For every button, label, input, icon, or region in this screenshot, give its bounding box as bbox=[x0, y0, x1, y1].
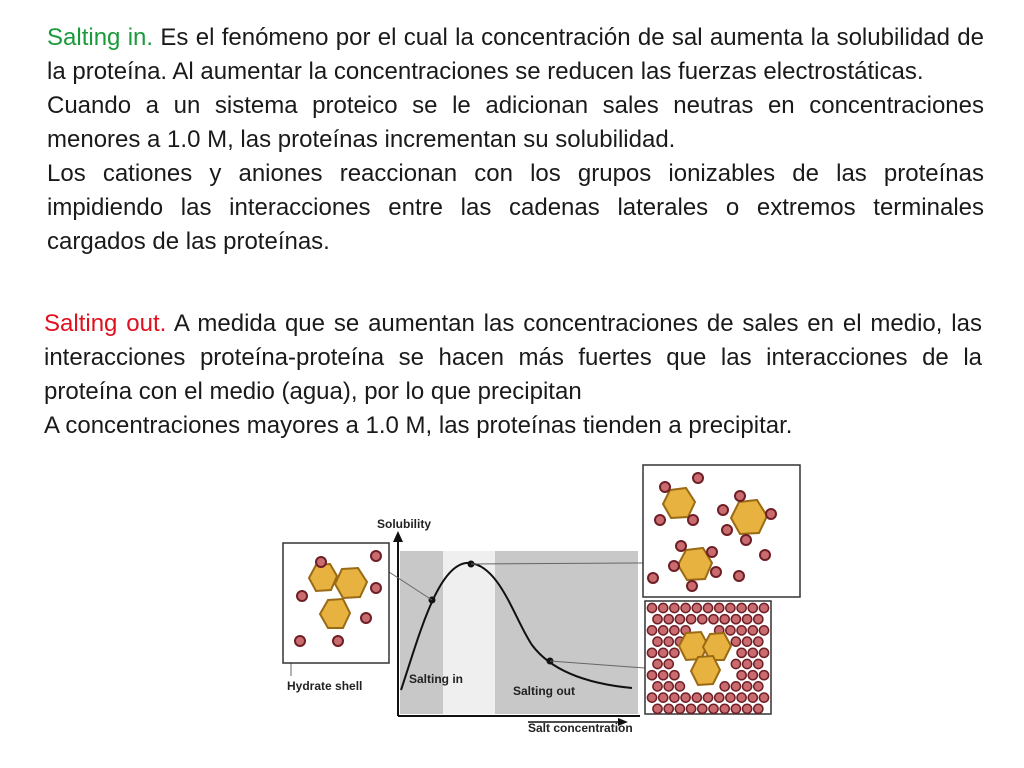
ion-particle bbox=[681, 603, 690, 612]
ion-particle bbox=[653, 704, 662, 713]
salting-out-paragraph-2: A concentraciones mayores a 1.0 M, las proteínas tienden a precipitar. bbox=[44, 412, 793, 439]
ion-particle bbox=[660, 482, 670, 492]
ion-particle bbox=[698, 704, 707, 713]
ion-particle bbox=[698, 615, 707, 624]
x-axis-label: Salt concentration bbox=[528, 721, 633, 735]
salting-in-paragraph-3: Los cationes y aniones reaccionan con los grupos ionizables de las proteínas impidiendo las interacciones entre las cadenas laterales o extremos terminales cargados de las proteínas. bbox=[47, 160, 984, 255]
ion-particle bbox=[687, 615, 696, 624]
hydrate-shell-label: Hydrate shell bbox=[287, 679, 363, 693]
ion-particle bbox=[720, 682, 729, 691]
ion-particle bbox=[664, 659, 673, 668]
ion-particle bbox=[715, 603, 724, 612]
ion-particle bbox=[731, 682, 740, 691]
ion-particle bbox=[659, 693, 668, 702]
ion-particle bbox=[333, 636, 343, 646]
ion-particle bbox=[659, 603, 668, 612]
ion-particle bbox=[647, 603, 656, 612]
ion-particle bbox=[718, 505, 728, 515]
ion-particle bbox=[316, 557, 326, 567]
ion-particle bbox=[731, 659, 740, 668]
ion-particle bbox=[703, 693, 712, 702]
salting-in-label: Salting in bbox=[409, 672, 463, 686]
ion-particle bbox=[361, 613, 371, 623]
ion-particle bbox=[659, 626, 668, 635]
ion-particle bbox=[737, 671, 746, 680]
ion-particle bbox=[754, 615, 763, 624]
ion-particle bbox=[647, 671, 656, 680]
ion-particle bbox=[735, 491, 745, 501]
y-axis-arrow-icon bbox=[393, 531, 403, 542]
ion-particle bbox=[754, 637, 763, 646]
ion-particle bbox=[726, 603, 735, 612]
y-axis-label: Solubility bbox=[377, 517, 431, 531]
ion-particle bbox=[759, 693, 768, 702]
ion-particle bbox=[766, 509, 776, 519]
ion-particle bbox=[692, 693, 701, 702]
ion-particle bbox=[720, 704, 729, 713]
ion-particle bbox=[707, 547, 717, 557]
ion-particle bbox=[669, 561, 679, 571]
ion-particle bbox=[648, 573, 658, 583]
ion-particle bbox=[703, 603, 712, 612]
ion-particle bbox=[731, 637, 740, 646]
ion-particle bbox=[659, 648, 668, 657]
ion-particle bbox=[731, 615, 740, 624]
ion-particle bbox=[743, 704, 752, 713]
ion-particle bbox=[664, 704, 673, 713]
ion-particle bbox=[737, 603, 746, 612]
ion-particle bbox=[692, 603, 701, 612]
ion-particle bbox=[726, 693, 735, 702]
ion-particle bbox=[759, 671, 768, 680]
ion-particle bbox=[670, 626, 679, 635]
ion-particle bbox=[647, 626, 656, 635]
ion-particle bbox=[653, 615, 662, 624]
ion-particle bbox=[655, 515, 665, 525]
ion-particle bbox=[760, 550, 770, 560]
ion-particle bbox=[709, 615, 718, 624]
ion-particle bbox=[676, 541, 686, 551]
ion-particle bbox=[743, 659, 752, 668]
ion-particle bbox=[722, 525, 732, 535]
ion-particle bbox=[297, 591, 307, 601]
ion-particle bbox=[653, 659, 662, 668]
salting-in-highlight-band bbox=[443, 551, 495, 714]
ion-particle bbox=[737, 693, 746, 702]
ion-particle bbox=[647, 648, 656, 657]
ion-particle bbox=[715, 693, 724, 702]
ion-particle bbox=[748, 693, 757, 702]
ion-particle bbox=[675, 704, 684, 713]
ion-particle bbox=[670, 693, 679, 702]
ion-particle bbox=[670, 603, 679, 612]
ion-particle bbox=[759, 603, 768, 612]
ion-particle bbox=[720, 615, 729, 624]
ion-particle bbox=[759, 626, 768, 635]
salting-out-text-1: A medida que se aumentan las concentraciones de sales en el medio, las interacciones proteína-proteína se hacen más fuertes que las interacciones de la proteína con el medio (agua), por lo que precipitan bbox=[44, 310, 982, 405]
salting-in-heading: Salting in. bbox=[47, 24, 154, 51]
ion-particle bbox=[693, 473, 703, 483]
ion-particle bbox=[759, 648, 768, 657]
ion-particle bbox=[743, 637, 752, 646]
ion-particle bbox=[664, 615, 673, 624]
salting-in-paragraph-2: Cuando a un sistema proteico se le adicionan sales neutras en concentraciones menores a 1.0 M, las proteínas incrementan su solubilidad. bbox=[47, 92, 984, 153]
ion-particle bbox=[670, 648, 679, 657]
ion-particle bbox=[754, 704, 763, 713]
ion-particle bbox=[748, 648, 757, 657]
ion-particle bbox=[748, 603, 757, 612]
ion-particle bbox=[688, 515, 698, 525]
ion-particle bbox=[653, 682, 662, 691]
ion-particle bbox=[670, 671, 679, 680]
ion-particle bbox=[664, 637, 673, 646]
salting-out-heading: Salting out. bbox=[44, 310, 167, 337]
ion-particle bbox=[675, 682, 684, 691]
ion-particle bbox=[754, 682, 763, 691]
ion-particle bbox=[681, 693, 690, 702]
protein-molecule bbox=[691, 656, 720, 685]
ion-particle bbox=[741, 535, 751, 545]
ion-particle bbox=[743, 682, 752, 691]
ion-particle bbox=[748, 671, 757, 680]
ion-particle bbox=[647, 693, 656, 702]
ion-particle bbox=[653, 637, 662, 646]
ion-particle bbox=[709, 704, 718, 713]
ion-particle bbox=[731, 704, 740, 713]
ion-particle bbox=[743, 615, 752, 624]
ion-particle bbox=[734, 571, 744, 581]
ion-particle bbox=[754, 659, 763, 668]
salting-out-label: Salting out bbox=[513, 684, 575, 698]
ion-particle bbox=[659, 671, 668, 680]
ion-particle bbox=[687, 581, 697, 591]
ion-particle bbox=[711, 567, 721, 577]
ion-particle bbox=[295, 636, 305, 646]
ion-particle bbox=[371, 583, 381, 593]
ion-particle bbox=[748, 626, 757, 635]
ion-particle bbox=[737, 626, 746, 635]
ion-particle bbox=[675, 615, 684, 624]
ion-particle bbox=[726, 626, 735, 635]
ion-particle bbox=[664, 682, 673, 691]
ion-particle bbox=[687, 704, 696, 713]
ion-particle bbox=[737, 648, 746, 657]
salting-in-text-1: Es el fenómeno por el cual la concentración de sal aumenta la solubilidad de la proteína. Al aumentar la concentraciones se reducen las fuerzas electrostáticas. bbox=[47, 24, 985, 85]
ion-particle bbox=[371, 551, 381, 561]
